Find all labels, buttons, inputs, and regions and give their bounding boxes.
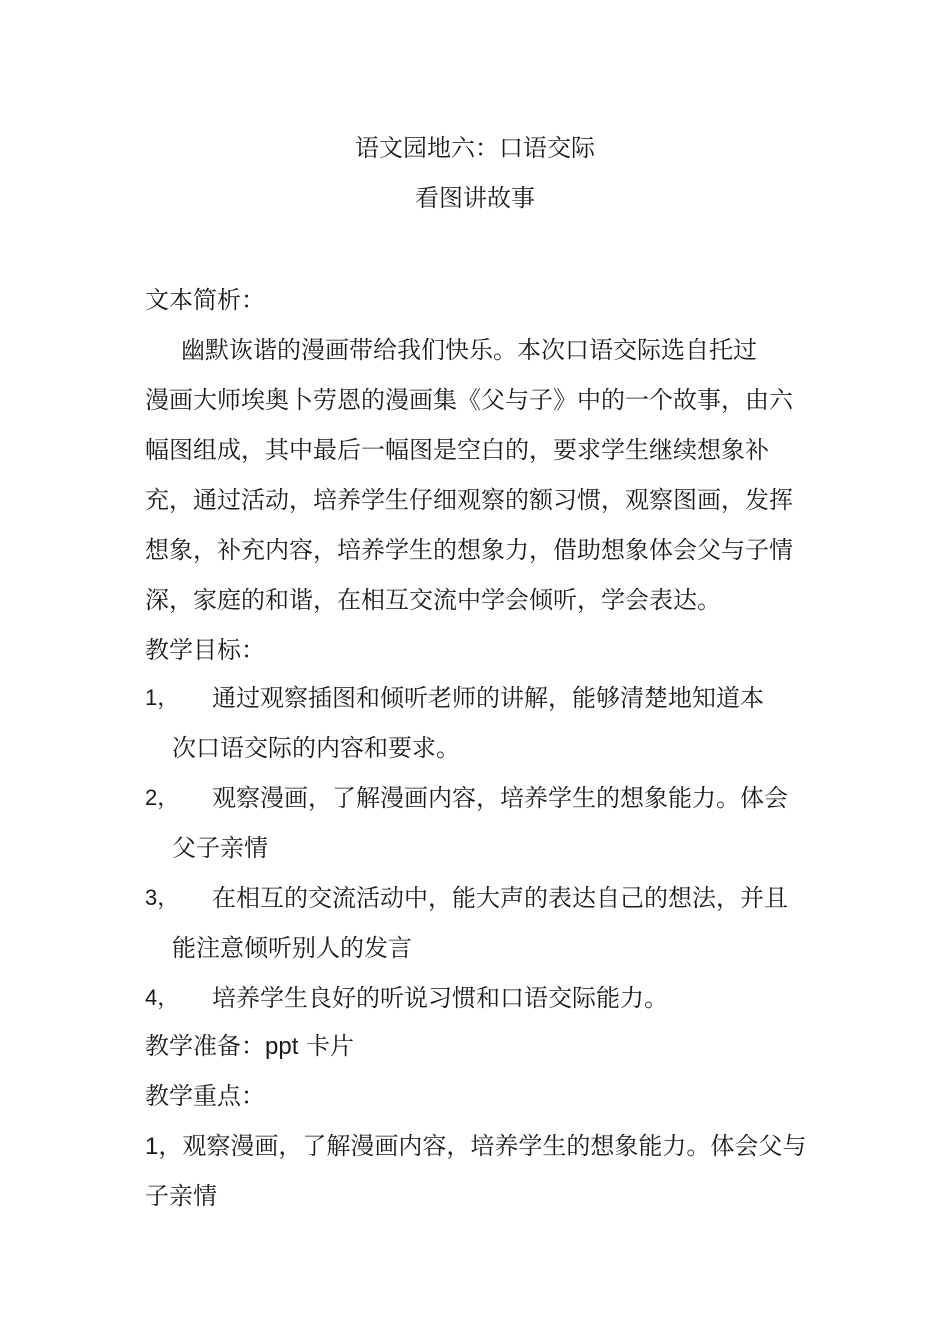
goal-number: 4， bbox=[145, 985, 180, 1010]
document-subtitle: 看图讲故事 bbox=[415, 184, 535, 212]
goal-text-continued: 父子亲情 bbox=[172, 834, 268, 862]
goal-text-continued: 次口语交际的内容和要求。 bbox=[172, 734, 460, 762]
goal-number: 1， bbox=[145, 685, 180, 710]
preparation-value: 卡片 bbox=[298, 1032, 355, 1060]
analysis-heading: 文本简析： bbox=[145, 286, 265, 314]
preparation-label: 教学准备： bbox=[145, 1032, 265, 1060]
goal-number: 3， bbox=[145, 885, 180, 910]
focus-heading: 教学重点： bbox=[145, 1082, 265, 1110]
goal-number: 2， bbox=[145, 785, 180, 810]
focus-line bbox=[145, 1131, 806, 1162]
analysis-line: 幽默诙谐的漫画带给我们快乐。本次口语交际选自托过 bbox=[181, 336, 757, 364]
analysis-line: 深，家庭的和谐，在相互交流中学会倾听，学会表达。 bbox=[145, 586, 721, 614]
focus-text: ，观察漫画，了解漫画内容，培养学生的想象能力。体会父与 bbox=[158, 1132, 807, 1160]
goal-text: 培养学生良好的听说习惯和口语交际能力。 bbox=[212, 984, 668, 1012]
preparation-value-latin: ppt bbox=[265, 1033, 299, 1060]
document-title: 语文园地六：口语交际 bbox=[355, 134, 595, 162]
goal-text: 在相互的交流活动中，能大声的表达自己的想法，并且 bbox=[212, 884, 788, 912]
focus-number: 1 bbox=[145, 1133, 159, 1160]
analysis-line: 幅图组成，其中最后一幅图是空白的，要求学生继续想象补 bbox=[145, 436, 769, 464]
analysis-line: 充，通过活动，培养学生仔细观察的额习惯，观察图画，发挥 bbox=[145, 486, 793, 514]
preparation-line bbox=[145, 1031, 354, 1062]
goals-heading: 教学目标： bbox=[145, 636, 265, 664]
goal-text: 观察漫画，了解漫画内容，培养学生的想象能力。体会 bbox=[212, 784, 788, 812]
focus-line-continued: 子亲情 bbox=[145, 1182, 217, 1210]
goal-text-continued: 能注意倾听别人的发言 bbox=[172, 934, 412, 962]
analysis-line: 漫画大师埃奥卜劳恩的漫画集《父与子》中的一个故事，由六 bbox=[145, 386, 793, 414]
analysis-line: 想象，补充内容，培养学生的想象力，借助想象体会父与子情 bbox=[145, 536, 793, 564]
goal-text: 通过观察插图和倾听老师的讲解，能够清楚地知道本 bbox=[212, 684, 764, 712]
